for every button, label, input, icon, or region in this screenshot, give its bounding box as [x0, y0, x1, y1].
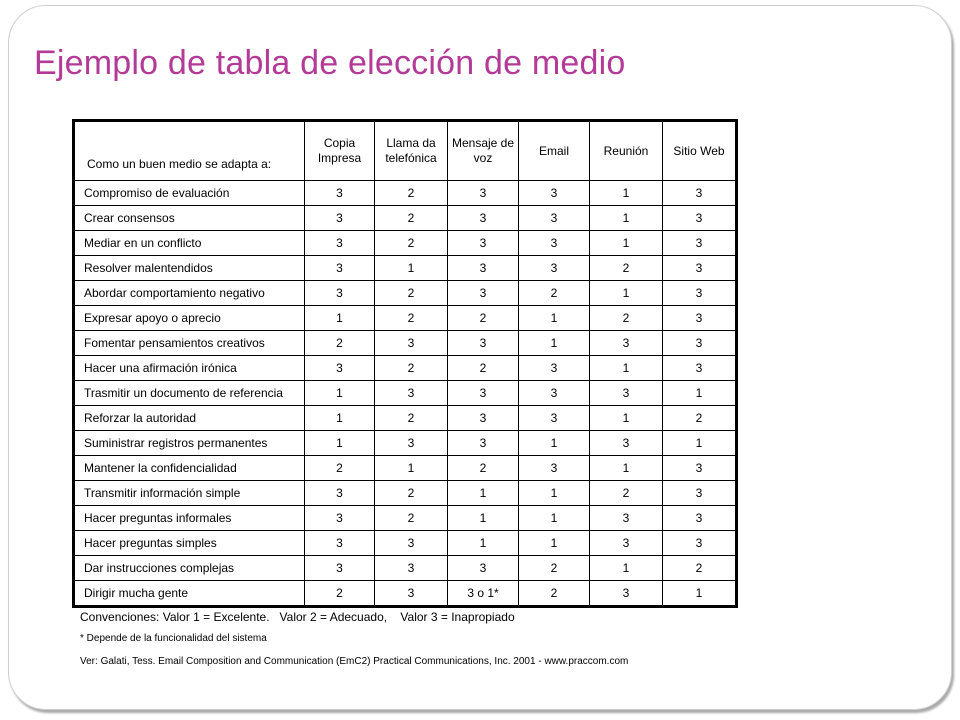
header-meeting: Reunión [590, 121, 663, 181]
rating-cell: 3 [663, 506, 737, 531]
rating-cell: 3 [305, 506, 375, 531]
rating-cell: 3 [305, 481, 375, 506]
rating-cell: 1 [448, 506, 519, 531]
rating-cell: 2 [663, 556, 737, 581]
row-label: Fomentar pensamientos creativos [74, 331, 305, 356]
rating-cell: 1 [590, 356, 663, 381]
row-label: Hacer una afirmación irónica [74, 356, 305, 381]
table-row [74, 481, 737, 506]
rating-cell: 2 [590, 256, 663, 281]
rating-cell: 2 [590, 306, 663, 331]
rating-cell: 3 o 1* [448, 581, 519, 607]
row-label: Crear consensos [74, 206, 305, 231]
rating-cell: 3 [375, 431, 448, 456]
rating-cell: 3 [519, 456, 590, 481]
rating-cell: 3 [663, 306, 737, 331]
table-row [74, 206, 737, 231]
rating-cell: 2 [375, 181, 448, 206]
row-label: Hacer preguntas informales [74, 506, 305, 531]
rating-cell: 1 [305, 431, 375, 456]
rating-cell: 1 [375, 456, 448, 481]
rating-cell: 1 [305, 406, 375, 431]
rating-cell: 2 [305, 581, 375, 607]
header-phone-call: Llama da telefónica [375, 121, 448, 181]
slide-title: Ejemplo de tabla de elección de medio [34, 44, 626, 82]
table-row [74, 531, 737, 556]
rating-cell: 1 [663, 381, 737, 406]
row-label: Dirigir mucha gente [74, 581, 305, 607]
rating-cell: 3 [663, 456, 737, 481]
rating-cell: 3 [590, 331, 663, 356]
row-label: Suministrar registros permanentes [74, 431, 305, 456]
table-row [74, 356, 737, 381]
table-row [74, 256, 737, 281]
rating-cell: 1 [305, 306, 375, 331]
row-label: Expresar apoyo o aprecio [74, 306, 305, 331]
rating-cell: 2 [375, 306, 448, 331]
table-row [74, 456, 737, 481]
table-row [74, 556, 737, 581]
rating-cell: 1 [663, 431, 737, 456]
rating-cell: 3 [519, 231, 590, 256]
rating-cell: 2 [448, 356, 519, 381]
rating-cell: 2 [305, 456, 375, 481]
rating-cell: 3 [305, 231, 375, 256]
row-label: Transmitir información simple [74, 481, 305, 506]
rating-cell: 3 [305, 281, 375, 306]
header-website: Sitio Web [663, 121, 737, 181]
row-label: Abordar comportamiento negativo [74, 281, 305, 306]
rating-cell: 1 [590, 556, 663, 581]
row-label: Resolver malentendidos [74, 256, 305, 281]
rating-cell: 3 [448, 381, 519, 406]
rating-cell: 3 [590, 381, 663, 406]
rating-cell: 1 [448, 481, 519, 506]
rating-cell: 3 [305, 206, 375, 231]
rating-cell: 3 [519, 381, 590, 406]
reference-note: Ver: Galati, Tess. Email Composition and Communication (EmC2) Practical Communications, Inc. 2001 - www.praccom.com [80, 656, 629, 667]
row-label: Hacer preguntas simples [74, 531, 305, 556]
rating-cell: 3 [590, 431, 663, 456]
row-label: Dar instrucciones complejas [74, 556, 305, 581]
footnote: * Depende de la funcionalidad del sistema [80, 633, 267, 644]
rating-cell: 2 [375, 406, 448, 431]
rating-cell: 2 [448, 456, 519, 481]
rating-cell: 1 [590, 181, 663, 206]
rating-cell: 3 [519, 256, 590, 281]
rating-cell: 3 [375, 381, 448, 406]
table-row [74, 281, 737, 306]
rating-cell: 3 [663, 331, 737, 356]
table-row [74, 431, 737, 456]
row-label: Trasmitir un documento de referencia [74, 381, 305, 406]
rating-cell: 2 [519, 556, 590, 581]
table-row [74, 506, 737, 531]
rating-cell: 3 [448, 431, 519, 456]
header-email: Email [519, 121, 590, 181]
rating-cell: 2 [519, 581, 590, 607]
rating-cell: 3 [305, 531, 375, 556]
rating-cell: 1 [590, 206, 663, 231]
table-row [74, 181, 737, 206]
media-choice-table [72, 119, 738, 608]
rating-cell: 1 [519, 331, 590, 356]
rating-cell: 3 [663, 181, 737, 206]
rating-cell: 3 [519, 206, 590, 231]
rating-cell: 1 [590, 406, 663, 431]
rating-cell: 1 [663, 581, 737, 607]
rating-cell: 3 [375, 556, 448, 581]
rating-cell: 1 [448, 531, 519, 556]
rating-cell: 2 [375, 506, 448, 531]
header-voice-message: Mensaje de voz [448, 121, 519, 181]
rating-cell: 3 [663, 356, 737, 381]
rating-cell: 3 [590, 531, 663, 556]
rating-cell: 3 [663, 531, 737, 556]
rating-cell: 2 [375, 481, 448, 506]
rating-cell: 2 [375, 206, 448, 231]
rating-cell: 3 [448, 256, 519, 281]
rating-cell: 3 [448, 231, 519, 256]
rating-cell: 3 [663, 281, 737, 306]
table-row [74, 331, 737, 356]
header-criteria: Como un buen medio se adapta a: [74, 121, 305, 181]
rating-cell: 1 [519, 481, 590, 506]
rating-cell: 3 [448, 206, 519, 231]
rating-cell: 3 [448, 281, 519, 306]
rating-cell: 3 [448, 406, 519, 431]
conventions-note: Convenciones: Valor 1 = Excelente. Valor 2 = Adecuado, Valor 3 = Inapropiado [80, 610, 515, 624]
row-label: Mantener la confidencialidad [74, 456, 305, 481]
rating-cell: 3 [448, 181, 519, 206]
row-label: Mediar en un conflicto [74, 231, 305, 256]
rating-cell: 1 [519, 506, 590, 531]
row-label: Reforzar la autoridad [74, 406, 305, 431]
rating-cell: 2 [448, 306, 519, 331]
rating-cell: 1 [519, 531, 590, 556]
rating-cell: 3 [305, 356, 375, 381]
rating-cell: 3 [590, 581, 663, 607]
rating-cell: 1 [375, 256, 448, 281]
rating-cell: 3 [663, 256, 737, 281]
rating-cell: 3 [375, 581, 448, 607]
rating-cell: 3 [663, 231, 737, 256]
rating-cell: 3 [305, 556, 375, 581]
rating-cell: 1 [305, 381, 375, 406]
table-header-row [74, 121, 737, 181]
rating-cell: 3 [305, 256, 375, 281]
rating-cell: 2 [375, 231, 448, 256]
rating-cell: 3 [519, 356, 590, 381]
rating-cell: 1 [519, 431, 590, 456]
rating-cell: 2 [590, 481, 663, 506]
rating-cell: 3 [448, 556, 519, 581]
rating-cell: 3 [519, 406, 590, 431]
table-row [74, 231, 737, 256]
rating-cell: 2 [305, 331, 375, 356]
rating-cell: 3 [663, 481, 737, 506]
rating-cell: 1 [590, 456, 663, 481]
row-label: Compromiso de evaluación [74, 181, 305, 206]
rating-cell: 2 [519, 281, 590, 306]
rating-cell: 3 [375, 531, 448, 556]
rating-cell: 3 [305, 181, 375, 206]
rating-cell: 3 [448, 331, 519, 356]
rating-cell: 3 [375, 331, 448, 356]
rating-cell: 1 [519, 306, 590, 331]
table-row [74, 306, 737, 331]
rating-cell: 2 [663, 406, 737, 431]
table-row [74, 406, 737, 431]
rating-cell: 2 [375, 356, 448, 381]
rating-cell: 3 [519, 181, 590, 206]
rating-cell: 3 [663, 206, 737, 231]
table-row [74, 581, 737, 607]
rating-cell: 3 [590, 506, 663, 531]
rating-cell: 1 [590, 281, 663, 306]
header-print-copy: Copia Impresa [305, 121, 375, 181]
rating-cell: 2 [375, 281, 448, 306]
table-row [74, 381, 737, 406]
rating-cell: 1 [590, 231, 663, 256]
